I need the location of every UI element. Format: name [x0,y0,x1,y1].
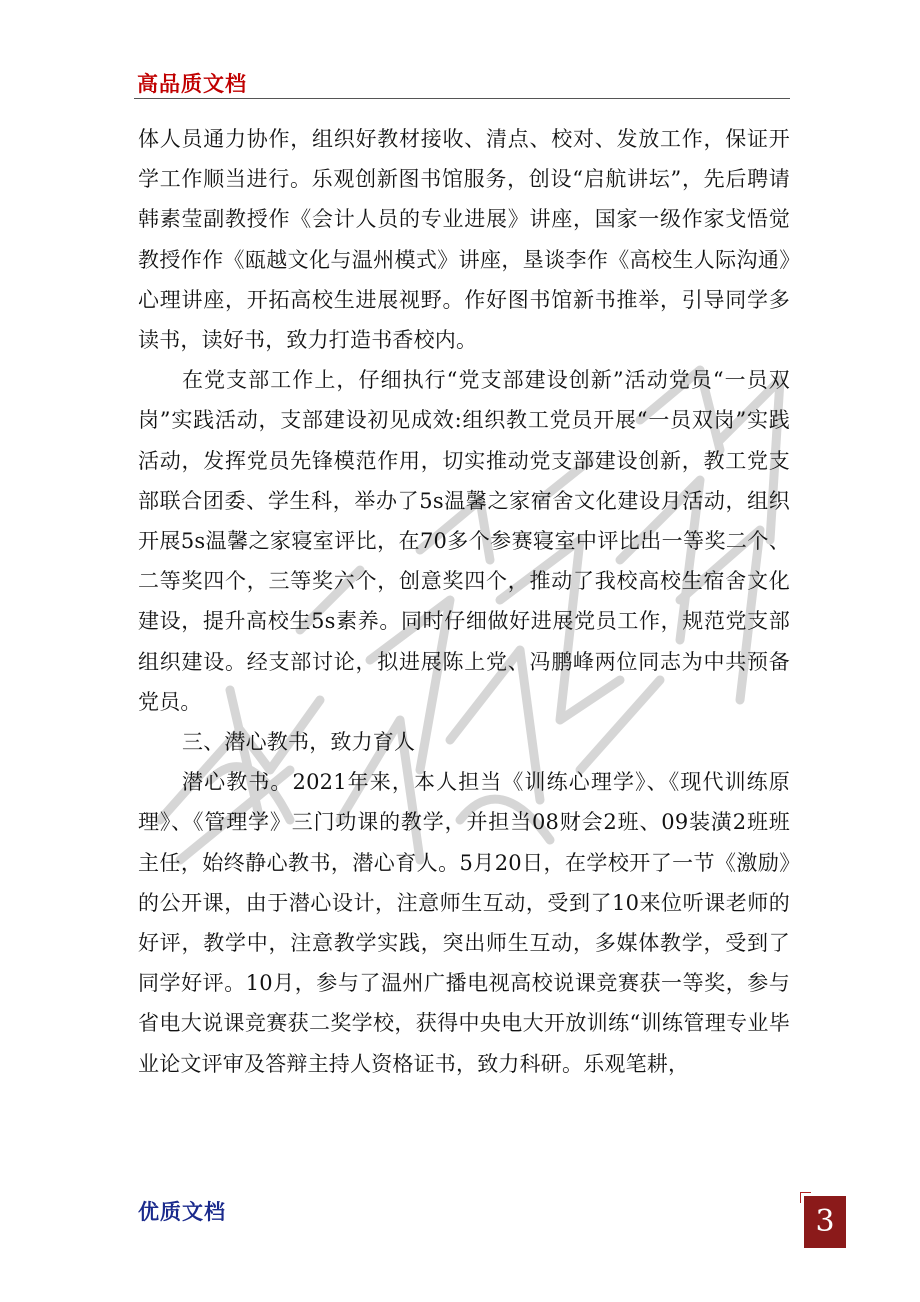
paragraph-teaching: 潜心教书。2021年来，本人担当《训练心理学》、《现代训练原理》、《管理学》三门功课的教学，并担当08财会2班、09装潢2班班主任，始终静心教书，潜心育人。5月20日，在学校开了一节《激励》的公开课，由于潜心设计，注意师生互动，受到了10来位听课老师的好评，教学中，注意教学实践，突出师生互动，多媒体教学，受到了同学好评。10月，参与了温州广播电视高校说课竞赛获一等奖，参与省电大说课竞赛获二奖学校，获得中央电大开放训练“训练管理专业毕业论文评审及答辩主持人资格证书，致力科研。乐观笔耕， [138,770,790,1076]
header-title: 高品质文档 [137,72,247,96]
footer-label: 优质文档 [138,1200,226,1224]
header-divider [134,98,790,99]
document-body [138,119,790,1084]
page-number-badge: 3 [804,1196,846,1248]
section-heading-teaching: 三、潜心教书，致力育人 [182,730,416,755]
paragraph-party-branch-work: 在党支部工作上，仔细执行“党支部建设创新”活动党员“一员双岗”实践活动，支部建设初见成效:组织教工党员开展“一员双岗”实践活动，发挥党员先锋模范作用，切实推动党支部建设创新，教工党支部联合团委、学生科，举办了5s温馨之家宿舍文化建设月活动，组织开展5s温馨之家寝室评比，在70多个参赛寝室中评比出一等奖二个、二等奖四个，三等奖六个，创意奖四个，推动了我校高校生宿舍文化建设，提升高校生5s素养。同时仔细做好进展党员工作，规范党支部组织建设。经支部讨论，拟进展陈上党、冯鹏峰两位同志为中共预备党员。 [138,368,790,714]
paragraph-library-work: 体人员通力协作，组织好教材接收、清点、校对、发放工作，保证开学工作顺当进行。乐观创新图书馆服务，创设“启航讲坛”，先后聘请韩素莹副教授作《会计人员的专业进展》讲座，国家一级作家戈悟觉教授作作《瓯越文化与温州模式》讲座，垦谈李作《高校生人际沟通》心理讲座，开拓高校生进展视野。作好图书馆新书推举，引导同学多读书，读好书，致力打造书香校内。 [138,127,790,353]
